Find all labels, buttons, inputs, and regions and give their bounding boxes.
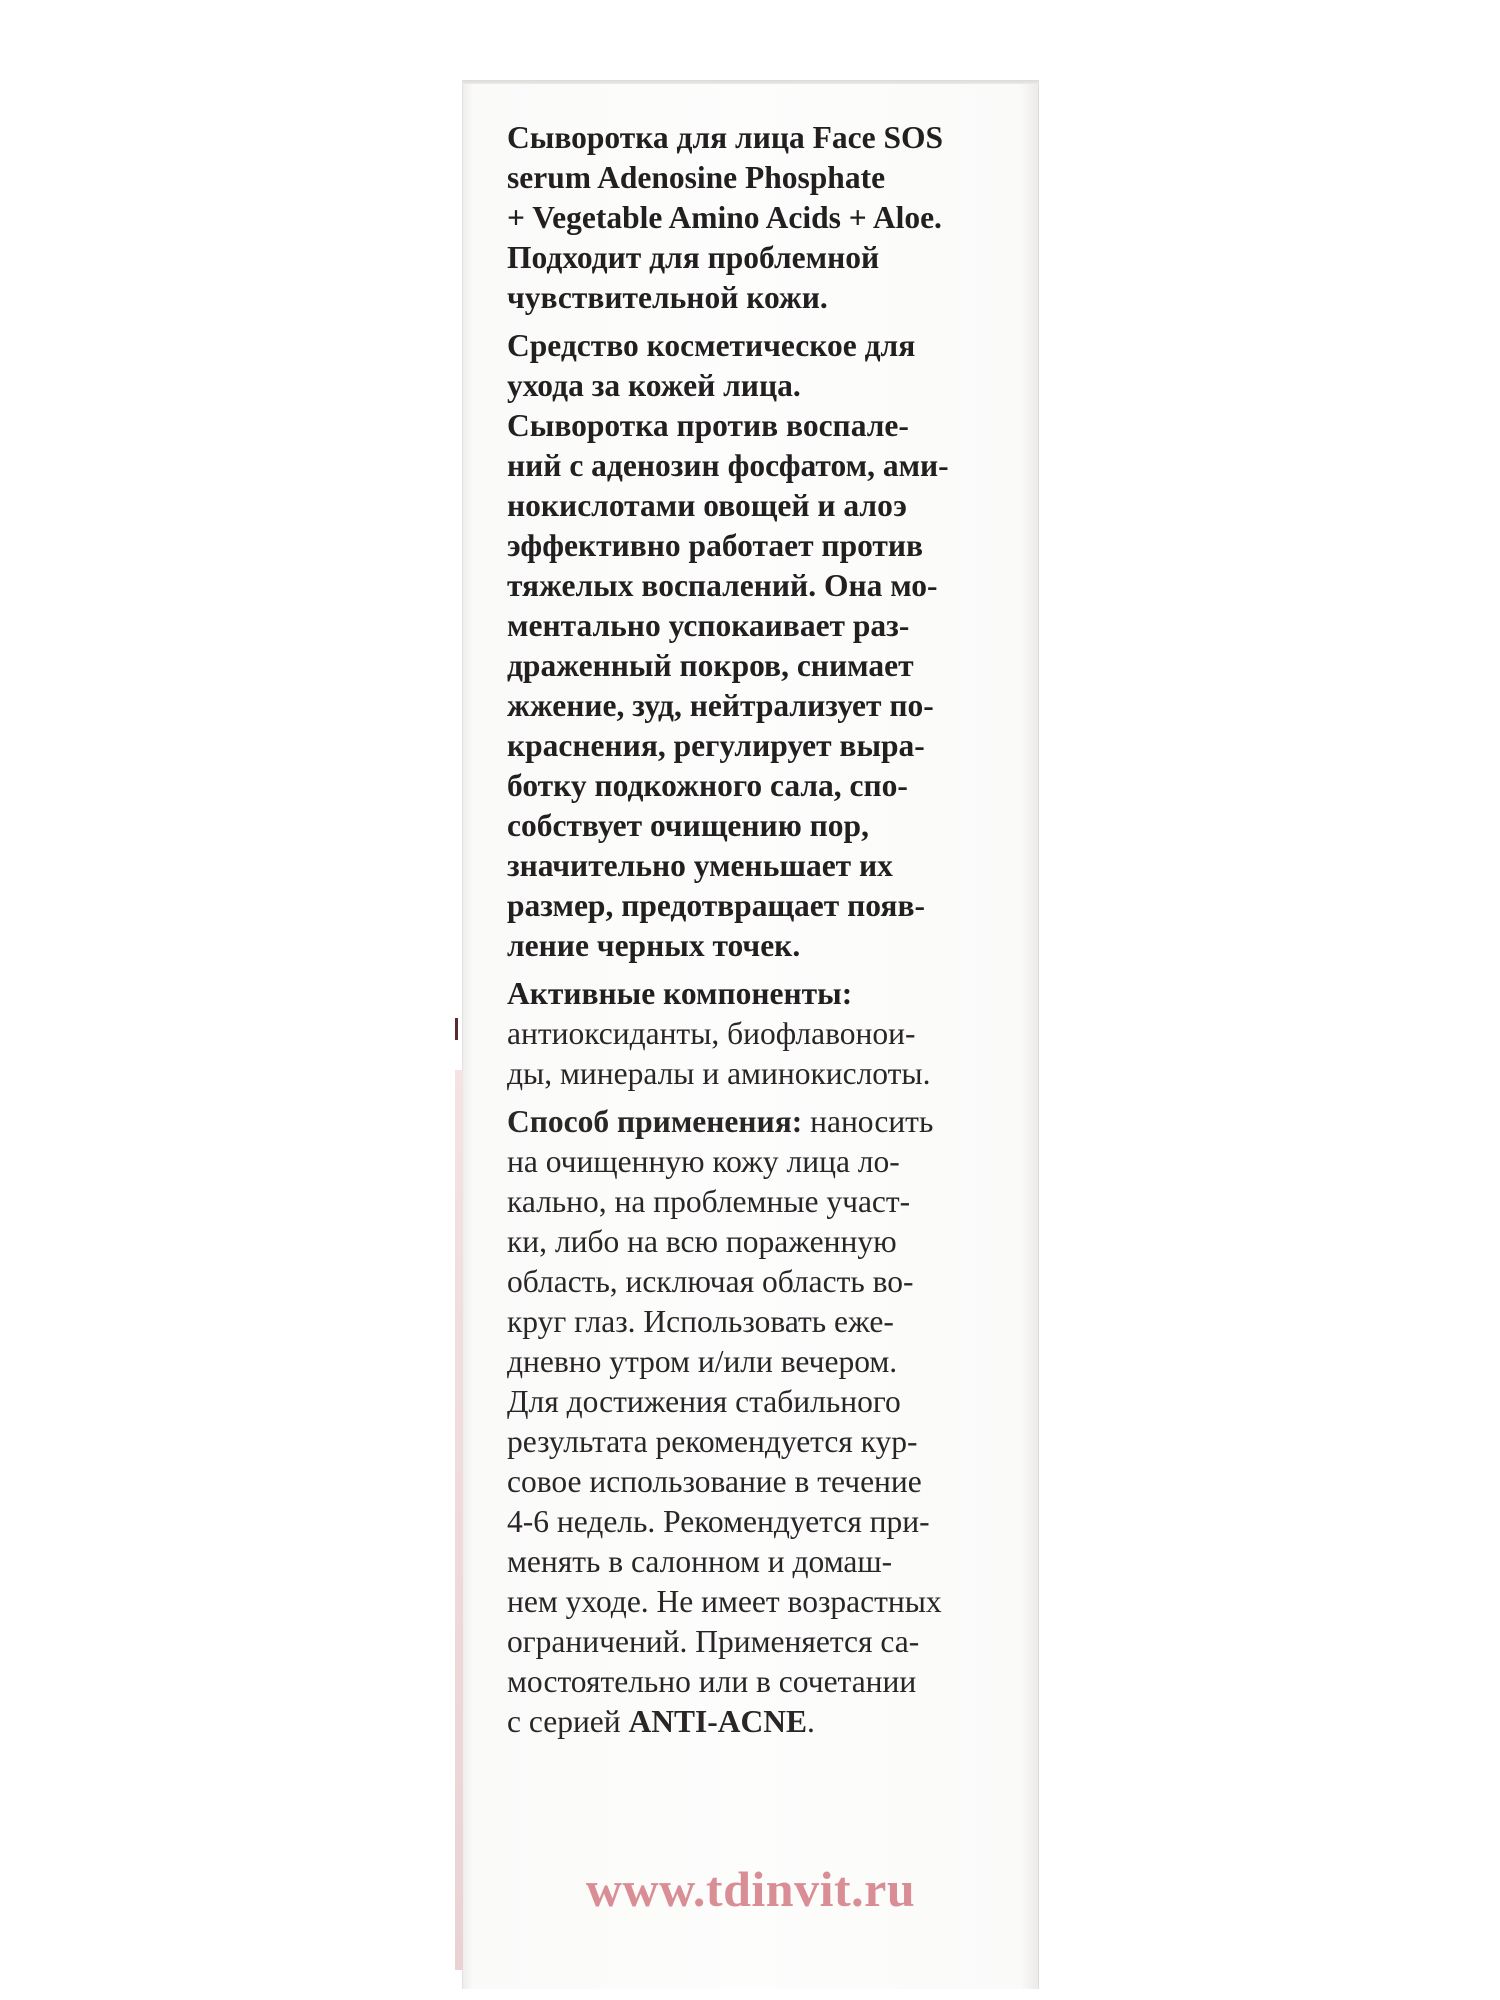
- description-line: ление черных точек.: [507, 928, 801, 963]
- usage-line: менять в салонном и домаш-: [507, 1544, 893, 1579]
- product-description: [507, 406, 994, 966]
- description-line: эффективно работает против: [507, 528, 924, 563]
- usage-line: область, исключая область во-: [507, 1264, 914, 1299]
- product-title-line: Подходит для проблемной: [507, 240, 880, 275]
- label-text-block: [507, 118, 994, 1742]
- description-line: собствует очищению пор,: [507, 808, 869, 843]
- category-line: Средство косметическое для: [507, 328, 916, 363]
- usage-line: 4-6 недель. Рекомендуется при-: [507, 1504, 930, 1539]
- description-line: жжение, зуд, нейтрализует по-: [507, 688, 934, 723]
- usage-last-prefix: с серией: [507, 1704, 629, 1739]
- active-components-line: антиоксиданты, биофлавонои-: [507, 1016, 916, 1051]
- package-edge-mark: [455, 1018, 458, 1040]
- usage-instructions: [507, 1102, 994, 1742]
- product-title-line: + Vegetable Amino Acids + Aloe.: [507, 200, 942, 235]
- usage-line: нем уходе. Не имеет возрастных: [507, 1584, 942, 1619]
- product-title: [507, 118, 994, 318]
- usage-line: на очищенную кожу лица ло-: [507, 1144, 900, 1179]
- usage-line: дневно утром и/или вечером.: [507, 1344, 898, 1379]
- usage-line: совое использование в течение: [507, 1464, 922, 1499]
- description-line: краснения, регулирует выра-: [507, 728, 925, 763]
- usage-line: ки, либо на всю пораженную: [507, 1224, 897, 1259]
- usage-line: ограничений. Применяется са-: [507, 1624, 920, 1659]
- package-pink-stripe: [455, 1070, 463, 1970]
- description-line: драженный покров, снимает: [507, 648, 914, 683]
- description-line: нокислотами овощей и алоэ: [507, 488, 907, 523]
- usage-last-suffix: .: [807, 1704, 815, 1739]
- product-category: [507, 326, 994, 406]
- usage-line: кально, на проблемные участ-: [507, 1184, 911, 1219]
- usage-first-line: [507, 1102, 994, 1142]
- usage-line: круг глаз. Использовать еже-: [507, 1304, 894, 1339]
- website-url: www.tdinvit.ru: [585, 1861, 916, 1917]
- active-components-heading: Активные компоненты:: [507, 976, 853, 1011]
- usage-first-line-text: наносить: [802, 1104, 934, 1139]
- description-line: ботку подкожного сала, спо-: [507, 768, 908, 803]
- description-line: ментально успокаивает раз-: [507, 608, 910, 643]
- category-line: ухода за кожей лица.: [507, 368, 801, 403]
- active-components-line: ды, минералы и аминокислоты.: [507, 1056, 931, 1091]
- product-title-line: Сыворотка для лица Face SOS: [507, 120, 944, 155]
- usage-line: результата рекомендуется кур-: [507, 1424, 918, 1459]
- usage-line: мостоятельно или в сочетании: [507, 1664, 917, 1699]
- description-line: значительно уменьшает их: [507, 848, 893, 883]
- usage-line: Для достижения стабильного: [507, 1384, 901, 1419]
- product-title-line: чувствительной кожи.: [507, 280, 828, 315]
- description-line: Сыворотка против воспале-: [507, 408, 909, 443]
- series-name: ANTI-ACNE: [628, 1704, 808, 1739]
- description-line: тяжелых воспалений. Она мо-: [507, 568, 938, 603]
- product-title-line: serum Adenosine Phosphate: [507, 160, 886, 195]
- description-line: ний с аденозин фосфатом, ами-: [507, 448, 949, 483]
- usage-heading: Способ применения:: [507, 1104, 803, 1139]
- usage-last-line: [507, 1702, 994, 1742]
- description-line: размер, предотвращает появ-: [507, 888, 925, 923]
- active-components: [507, 974, 994, 1094]
